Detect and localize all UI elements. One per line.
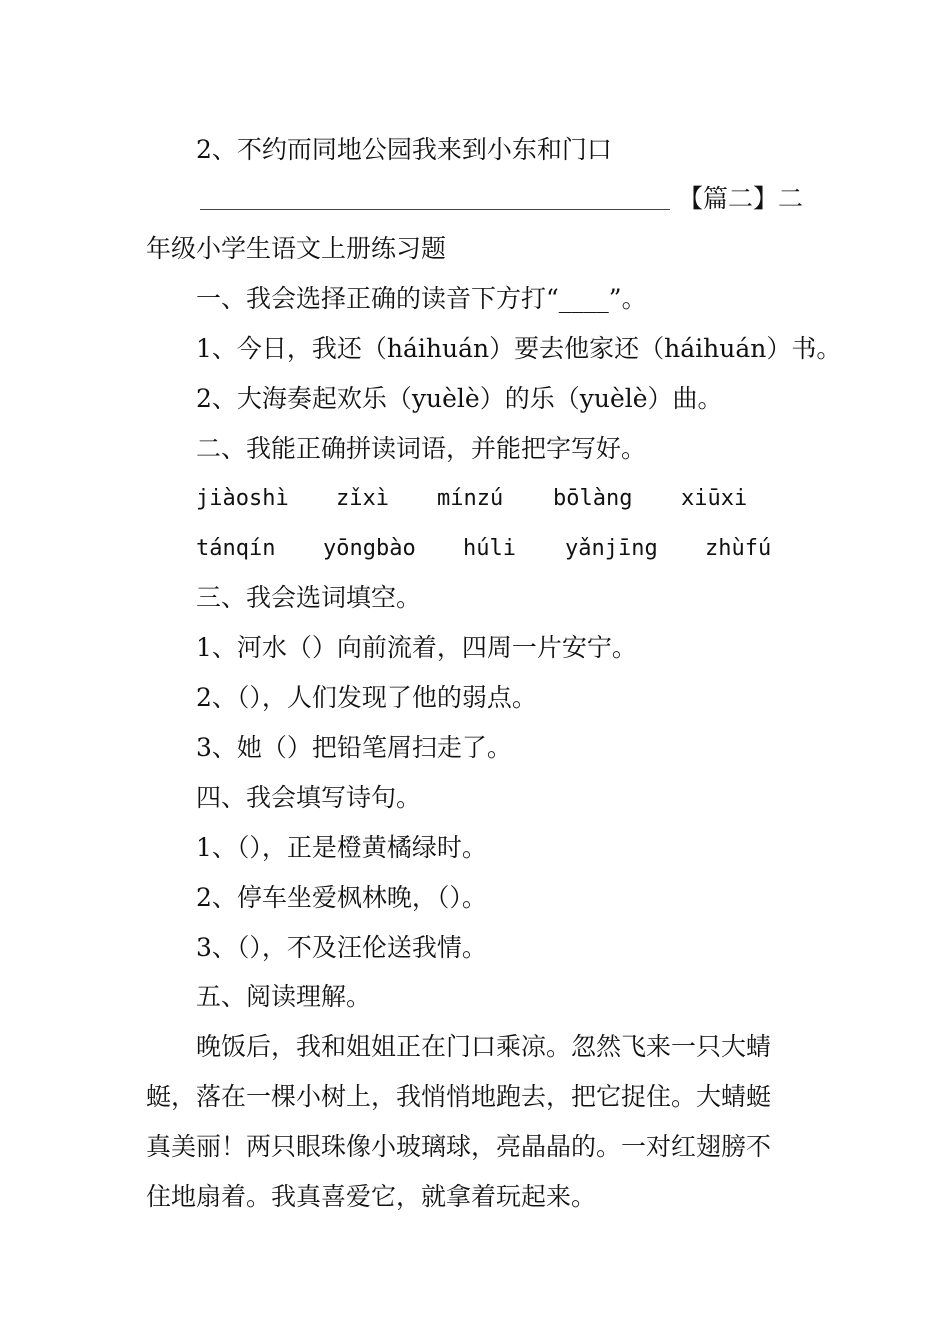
question-line: 2、不约而同地公园我来到小东和门口 bbox=[196, 135, 612, 164]
question-item: 1、河水（）向前流着，四周一片安宁。 bbox=[196, 633, 637, 662]
pinyin-word: yǎnjīng bbox=[565, 536, 658, 561]
section-heading: 【篇二】二 bbox=[678, 184, 804, 213]
question-heading: 五、阅读理解。 bbox=[196, 982, 372, 1011]
question-item: 1、（），正是橙黄橘绿时。 bbox=[196, 833, 487, 862]
pinyin-word: jiàoshì bbox=[196, 486, 289, 511]
pinyin-word: zhùfú bbox=[705, 536, 772, 561]
question-item: 1、今日，我还（háihuán）要去他家还（háihuán）书。 bbox=[196, 334, 842, 363]
question-item: 3、（），不及汪伦送我情。 bbox=[196, 933, 487, 962]
pinyin-word: bōlàng bbox=[553, 486, 633, 511]
passage-line: 住地扇着。我真喜爱它，就拿着玩起来。 bbox=[146, 1182, 597, 1211]
question-item: 2、（），人们发现了他的弱点。 bbox=[196, 683, 537, 712]
pinyin-word: húli bbox=[463, 536, 516, 561]
question-heading: 一、我会选择正确的读音下方打“____”。 bbox=[196, 284, 647, 313]
pinyin-word: tánqín bbox=[196, 536, 276, 561]
pinyin-word: yōngbào bbox=[323, 536, 416, 561]
question-item: 3、她（）把铅笔屑扫走了。 bbox=[196, 733, 512, 762]
answer-underline bbox=[200, 209, 670, 210]
question-heading: 四、我会填写诗句。 bbox=[196, 783, 422, 812]
pinyin-word: zǐxì bbox=[336, 486, 389, 511]
passage-line: 蜓，落在一棵小树上，我悄悄地跑去，把它捉住。大蜻蜓 bbox=[146, 1082, 772, 1111]
section-title: 年级小学生语文上册练习题 bbox=[146, 234, 447, 263]
question-item: 2、大海奏起欢乐（yuèlè）的乐（yuèlè）曲。 bbox=[196, 384, 723, 413]
passage-line: 真美丽！两只眼珠像小玻璃球，亮晶晶的。一对红翅膀不 bbox=[146, 1132, 772, 1161]
question-heading: 二、我能正确拼读词语，并能把字写好。 bbox=[196, 434, 647, 463]
pinyin-word: xiūxi bbox=[681, 486, 748, 511]
question-heading: 三、我会选词填空。 bbox=[196, 583, 422, 612]
passage-line: 晚饭后，我和姐姐正在门口乘凉。忽然飞来一只大蜻 bbox=[196, 1032, 772, 1061]
question-item: 2、停车坐爱枫林晚，（）。 bbox=[196, 883, 487, 912]
pinyin-word: mínzú bbox=[437, 486, 504, 511]
